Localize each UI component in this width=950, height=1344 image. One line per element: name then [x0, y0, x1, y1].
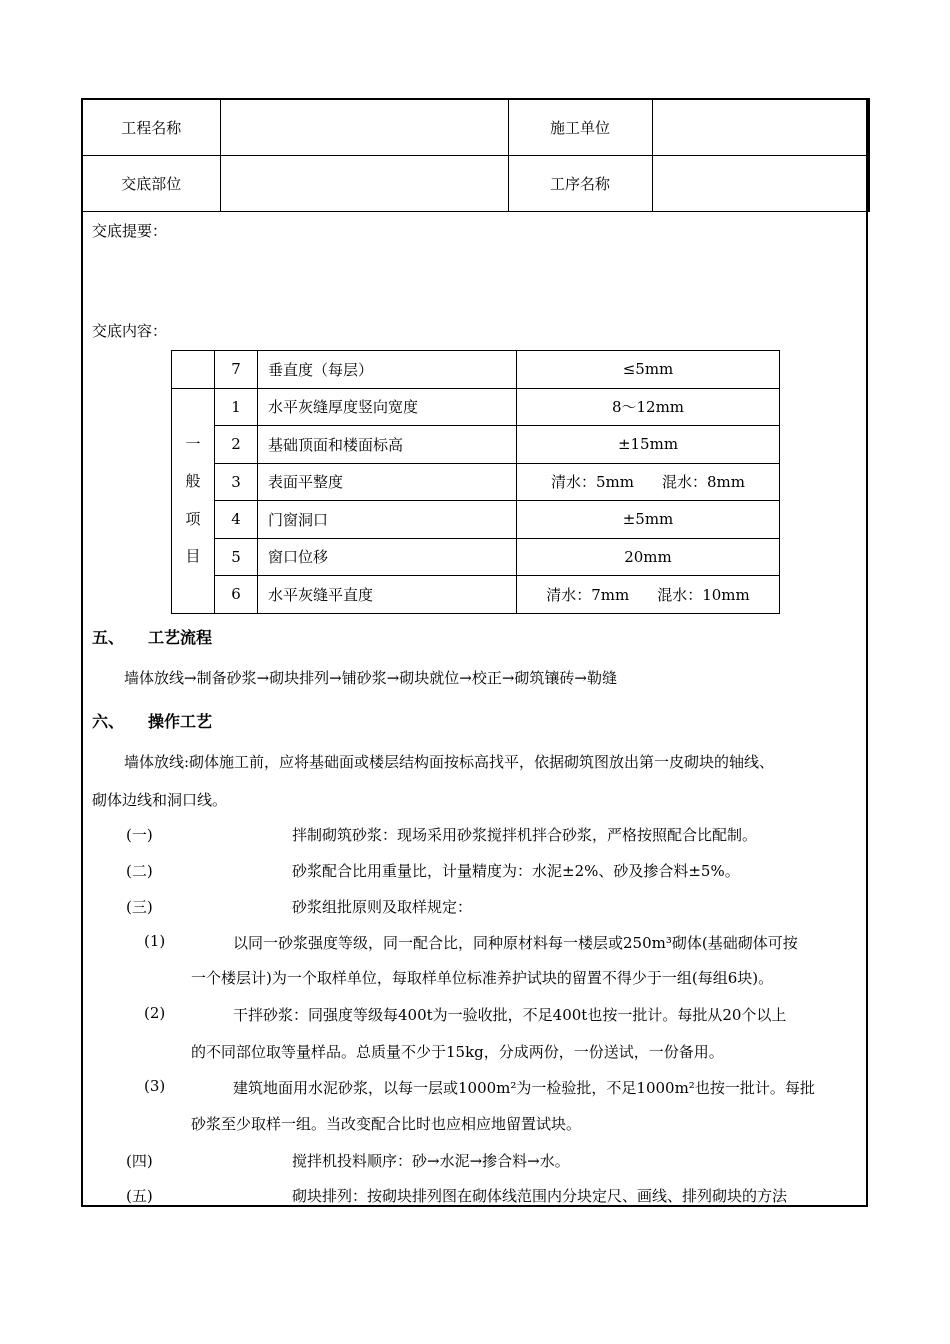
category-cell-empty: [172, 351, 215, 389]
sub-item-mark: (2): [144, 1004, 166, 1022]
row-number: 2: [215, 426, 258, 464]
sub-item-line-2: 的不同部位取等量样品。总质量不少于15kg，分成两份，一份送试，一份备用。: [191, 1043, 724, 1061]
summary-label: 交底提要：: [92, 222, 168, 240]
item-mark: (三): [126, 898, 153, 916]
table-row: [172, 388, 780, 426]
header-table: [81, 98, 870, 212]
sub-item-line-1: 干拌砂浆：同强度等级每400t为一验收批，不足400t也按一批计。每批从20个以上: [233, 1006, 787, 1024]
section5-title: 工艺流程: [148, 628, 213, 647]
item-text: 拌制砌筑砂浆：现场采用砂浆搅拌机拌合砂浆，严格按照配合比配制。: [292, 826, 758, 844]
table-row: [172, 576, 780, 614]
item-text: 砂浆配合比用重量比，计量精度为：水泥±2%、砂及掺合料±5%。: [292, 862, 740, 880]
row-value: [517, 463, 780, 501]
row-item: 水平灰缝厚度竖向宽度: [258, 388, 517, 426]
section5-number: 五、: [92, 628, 125, 647]
sub-item-mark: (3): [144, 1077, 166, 1095]
table-row: [172, 351, 780, 389]
row-item: 基础顶面和楼面标高: [258, 426, 517, 464]
item-text: 砂浆组批原则及取样规定：: [292, 898, 473, 916]
row-value: 8～12mm: [517, 388, 780, 426]
process-name-label: 工序名称: [508, 156, 652, 212]
row-number: 4: [215, 501, 258, 539]
item-text: 搅拌机投料顺序：砂→水泥→掺合料→水。: [292, 1152, 570, 1170]
sub-item-mark: (1): [144, 932, 166, 950]
section6-number: 六、: [92, 712, 125, 731]
process-name-value[interactable]: [652, 156, 869, 212]
table-row: [172, 501, 780, 539]
category-char: 目: [185, 547, 201, 565]
intro-line-2: 砌体边线和洞口线。: [92, 791, 228, 809]
category-cell-general: [172, 388, 215, 613]
tolerance-table: [171, 350, 780, 614]
intro-line-1: 墙体放线:砌体施工前，应将基础面或楼层结构面按标高找平，依据砌筑图放出第一皮砌块的轴线、: [124, 753, 775, 771]
item-mark: (二): [126, 862, 153, 880]
item-mark: (五): [126, 1187, 153, 1205]
sub-item-line-1: 以同一砂浆强度等级，同一配合比，同种原材料每一楼层或250m³砌体(基础砌体可按: [233, 934, 798, 952]
table-row: [172, 538, 780, 576]
category-char: 般: [185, 472, 201, 490]
row-value: ±15mm: [517, 426, 780, 464]
item-mark: (一): [126, 826, 153, 844]
row-value: [517, 576, 780, 614]
row-item: 窗口位移: [258, 538, 517, 576]
process-flow: 墙体放线→制备砂浆→砌块排列→铺砂浆→砌块就位→校正→砌筑镶砖→勒缝: [124, 669, 617, 687]
project-name-label: 工程名称: [82, 99, 220, 156]
row-item: 垂直度（每层）: [258, 351, 517, 389]
row-value: ±5mm: [517, 501, 780, 539]
row-value: ≤5mm: [517, 351, 780, 389]
table-row: [172, 463, 780, 501]
row-number: 5: [215, 538, 258, 576]
row-number: 3: [215, 463, 258, 501]
header-row-2: [82, 156, 869, 212]
table-row: [172, 426, 780, 464]
row-item: 水平灰缝平直度: [258, 576, 517, 614]
header-row-1: [82, 99, 869, 156]
row-number: 7: [215, 351, 258, 389]
item-mark: (四): [126, 1152, 153, 1170]
row-item: 门窗洞口: [258, 501, 517, 539]
sub-item-line-2: 一个楼层计)为一个取样单位，每取样单位标准养护试块的留置不得少于一组(每组6块)。: [191, 969, 774, 987]
content-label: 交底内容：: [92, 322, 168, 340]
project-name-value[interactable]: [220, 99, 508, 156]
sub-item-line-1: 建筑地面用水泥砂浆，以每一层或1000m²为一检验批，不足1000m²也按一批计。每批: [233, 1079, 815, 1097]
construction-unit-label: 施工单位: [508, 99, 652, 156]
category-char: 项: [185, 509, 201, 528]
row-item: 表面平整度: [258, 463, 517, 501]
value-plastered: 混水：10mm: [657, 585, 750, 604]
value-plastered: 混水：8mm: [662, 473, 745, 492]
construction-unit-value[interactable]: [652, 99, 869, 156]
sub-item-line-2: 砂浆至少取样一组。当改变配合比时也应相应地留置试块。: [191, 1115, 582, 1133]
value-fair-faced: 清水：7mm: [546, 585, 630, 604]
row-number: 6: [215, 576, 258, 614]
row-value: 20mm: [517, 538, 780, 576]
section6-title: 操作工艺: [148, 712, 213, 731]
item-text: 砌块排列：按砌块排列图在砌体线范围内分块定尺、画线、排列砌块的方法: [292, 1187, 788, 1205]
value-fair-faced: 清水：5mm: [551, 473, 634, 492]
location-value[interactable]: [220, 156, 508, 212]
row-number: 1: [215, 388, 258, 426]
category-char: 一: [185, 434, 201, 453]
location-label: 交底部位: [82, 156, 220, 212]
